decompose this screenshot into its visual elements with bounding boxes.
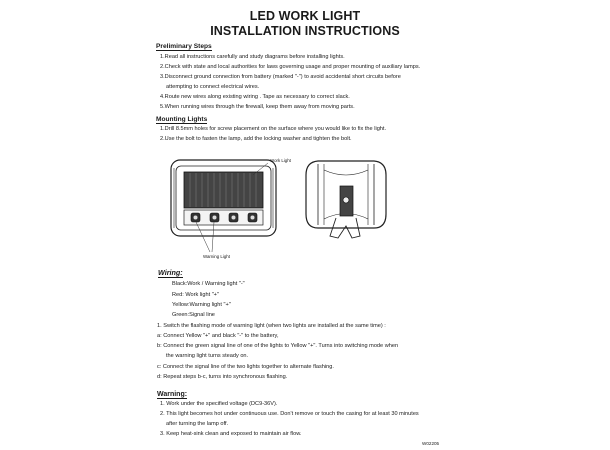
wiring-step: a: Connect Yellow "+" and black "-" to the battery, <box>157 333 279 339</box>
wiring-step: c: Connect the signal line of the two lights together to alternate flashing. <box>157 364 334 370</box>
lamp-side-view <box>306 161 386 238</box>
preliminary-step: 5.When running wires through the firewall, keep them away from moving parts. <box>160 104 355 110</box>
wiring-step: the warning light turns steady on. <box>166 353 249 359</box>
wire-color-line: Black:Work / Warning light "-" <box>172 281 245 287</box>
wiring-heading: Wiring: <box>158 268 183 277</box>
preliminary-step: 2.Check with state and local authorities for laws governing usage and proper mounting of auxiliary lamps. <box>160 64 421 70</box>
mounting-heading: Mounting Lights <box>156 116 208 123</box>
warning-item: 2. This light becomes hot under continuous use. Don't remove or touch the casing for at least 30 minutes <box>160 411 419 417</box>
mounting-step: 2.Use the bolt to fasten the lamp, add the locking washer and tighten the bolt. <box>160 136 352 142</box>
mounting-step: 1.Drill 8.5mm holes for screw placement on the surface where you would like to fix the light. <box>160 126 387 132</box>
warning-item: after turning the lamp off. <box>166 421 229 427</box>
wiring-step: d: Repeat steps b-c, turns into synchronous flashing. <box>157 374 288 380</box>
wire-color-line: Red: Work light "+" <box>172 292 219 298</box>
work-light-label: Work Light <box>270 158 291 163</box>
lamp-front-view <box>171 160 276 252</box>
warning-heading: Warning: <box>157 391 188 398</box>
wiring-step: b: Connect the green signal line of one of the lights to Yellow "+". Turns into switching mode when <box>157 343 399 349</box>
warning-item: 3. Keep heat-sink clean and exposed to maintain air flow. <box>160 431 302 437</box>
wire-color-line: Yellow:Warning light "+" <box>172 302 231 308</box>
wiring-step: 1. Switch the flashing mode of warning light (when two lights are installed at the same time) : <box>157 323 386 329</box>
preliminary-heading: Preliminary Steps <box>156 43 212 50</box>
wire-color-line: Green:Signal line <box>172 312 215 318</box>
preliminary-step: 3.Disconnect ground connection from battery (marked "-") to avoid accidental short circuits before <box>160 74 401 80</box>
preliminary-step: 1.Read all instructions carefully and study diagrams before installing lights. <box>160 54 345 60</box>
warning-item: 1. Work under the specified voltage (DC9-36V). <box>160 401 278 407</box>
preliminary-step: attempting to connect electrical wires. <box>166 84 260 90</box>
warning-light-label: Warning Light <box>203 254 230 259</box>
preliminary-step: 4.Route new wires along existing wiring . Tape as necessary to correct slack. <box>160 94 350 100</box>
title-line-1: LED WORK LIGHT <box>249 9 361 23</box>
title-line-2: INSTALLATION INSTRUCTIONS <box>210 24 400 38</box>
document-code: W02205 <box>422 441 440 446</box>
